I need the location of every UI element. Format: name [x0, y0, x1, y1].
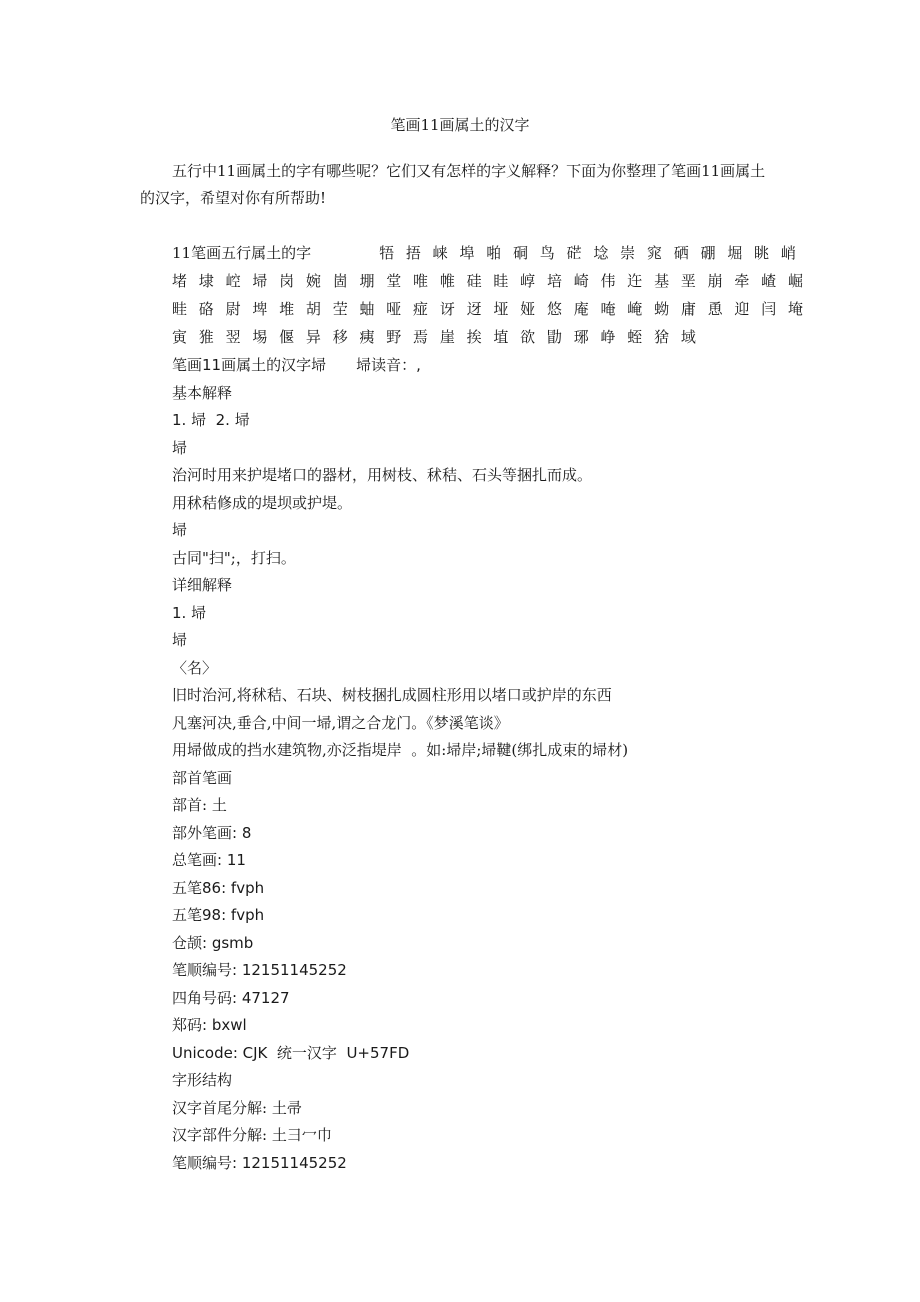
character-item: 硌 [198, 300, 214, 318]
character-item: 偃 [279, 328, 295, 346]
character-item: 茔 [332, 300, 348, 318]
character-item: 讶 [439, 300, 455, 318]
character-item: 基 [654, 272, 670, 290]
character-item: 娅 [520, 300, 536, 318]
character-item: 硐 [513, 244, 529, 262]
character-item: 唵 [600, 300, 616, 318]
text-line: 治河时用来护堤堵口的器材，用树枝、秫秸、石头等捆扎而成。 [172, 466, 593, 484]
character-item: 琊 [573, 328, 589, 346]
text-line: 郑码: bxwl [172, 1016, 247, 1034]
character-item: 垩 [680, 272, 696, 290]
character-list-lead: 11笔画五行属土的字 [172, 244, 312, 262]
character-item: 翌 [225, 328, 241, 346]
character-item: 哑 [386, 300, 402, 318]
character-item: 硒 [673, 244, 689, 262]
character-item: 寅 [172, 328, 188, 346]
character-item: 伟 [600, 272, 616, 290]
character-item: 域 [680, 328, 696, 346]
character-item: 岗 [279, 272, 295, 290]
character-item: 埠 [459, 244, 475, 262]
character-item: 闫 [761, 300, 777, 318]
character-item: 欲 [520, 328, 536, 346]
character-item: 崃 [432, 244, 448, 262]
character-item: 崦 [627, 300, 643, 318]
character-item: 堵 [172, 272, 188, 290]
text-line: 笔顺编号: 12151145252 [172, 1153, 347, 1172]
text-line: 〈名〉 [172, 658, 218, 677]
character-item: 蚴 [654, 300, 670, 318]
character-item: 鸟 [539, 244, 555, 262]
character-item: 堀 [727, 244, 743, 262]
text-line: 旧时治河,将秫秸、石块、树枝捆扎成圆柱形用以堵口或护岸的东西 [172, 686, 612, 704]
text-line: 汉字部件分解: 土彐冖巾 [172, 1126, 332, 1144]
text-line: 字形结构 [172, 1071, 233, 1089]
text-line: 埽 [172, 521, 188, 539]
character-item: 婉 [305, 272, 321, 290]
text-line: 五笔98: fvph [172, 906, 265, 924]
character-item: 捂 [405, 244, 421, 262]
character-item: 唯 [413, 272, 429, 290]
character-item: 野 [386, 328, 402, 346]
page-title: 笔画11画属土的汉字 [390, 116, 530, 134]
character-item: 畦 [172, 300, 188, 318]
text-line: 部外笔画: 8 [172, 823, 252, 842]
character-item: 牵 [734, 272, 750, 290]
character-item: 痖 [413, 300, 429, 318]
character-item: 庸 [680, 300, 696, 318]
character-item: 牾 [379, 244, 395, 262]
character-item: 峭 [780, 244, 796, 262]
character-item: 蛭 [627, 328, 643, 346]
character-item: 崛 [787, 272, 803, 290]
character-item: 堆 [279, 300, 295, 318]
character-item: 眭 [493, 272, 509, 290]
character-item: 挨 [466, 328, 482, 346]
text-line: 凡塞河决,垂合,中间一埽,谓之合龙门。《梦溪笔谈》 [172, 713, 509, 732]
text-line: 埽 [172, 631, 188, 649]
character-item: 移 [332, 328, 348, 346]
character-item: 崩 [707, 272, 723, 290]
character-item: 硅 [466, 272, 482, 290]
text-line: 基本解释 [172, 383, 233, 402]
character-item: 异 [305, 328, 321, 346]
character-item: 埴 [493, 328, 509, 346]
character-item: 峥 [600, 328, 616, 346]
character-item: 硭 [566, 244, 582, 262]
character-item: 痍 [359, 328, 375, 346]
intro-paragraph: 五行中11画属土的字有哪些呢？它们又有怎样的字义解释？下面为你整理了笔画11画属土的汉字，希望对你有所帮助! [140, 162, 766, 207]
character-item: 埯 [787, 300, 803, 318]
character-item: 堂 [386, 272, 402, 290]
text-line: 四角号码: 47127 [172, 988, 290, 1007]
text-line: 埽 [172, 438, 188, 457]
character-item: 眺 [754, 244, 770, 262]
text-line: Unicode: CJK 统一汉字 U+57FD [172, 1043, 410, 1062]
character-item: 崇 [620, 244, 636, 262]
text-line: 总笔画: 11 [172, 851, 246, 869]
character-item: 崞 [520, 272, 536, 290]
text-line: 汉字首尾分解: 土帚 [172, 1098, 302, 1117]
text-line: 用秫秸修成的堤坝或护堤。 [172, 493, 353, 512]
character-item: 啪 [486, 244, 502, 262]
text-line: 五笔86: fvph [172, 878, 265, 897]
text-line: 部首笔画 [172, 768, 233, 787]
character-item: 埤 [252, 300, 268, 318]
character-item: 崎 [573, 272, 589, 290]
character-list-paragraph [140, 239, 803, 351]
character-item: 硼 [700, 244, 716, 262]
character-item: 庵 [573, 300, 589, 318]
character-item: 猞 [654, 328, 670, 346]
character-item: 焉 [413, 328, 429, 346]
character-item: 埭 [198, 272, 214, 290]
character-item: 崆 [225, 272, 241, 290]
character-item: 崮 [332, 272, 348, 290]
text-line: 1. 埽 [172, 603, 207, 622]
character-item: 堋 [359, 272, 375, 290]
text-line: 用埽做成的挡水建筑物,亦泛指堤岸 。如:埽岸;埽鞬(绑扎成束的埽材) [172, 741, 629, 759]
character-item: 窕 [646, 244, 662, 262]
text-line: 笔画11画属土的汉字埽 埽读音：, [172, 356, 421, 374]
character-item: 猚 [198, 328, 214, 346]
character-item: 迕 [627, 272, 643, 290]
character-item: 迎 [734, 300, 750, 318]
character-item: 勖 [546, 328, 562, 346]
character-item: 崖 [439, 328, 455, 346]
character-item: 垭 [493, 300, 509, 318]
character-item: 埝 [593, 244, 609, 262]
text-line: 古同"扫";，打扫。 [172, 548, 296, 567]
text-line: 仓颉: gsmb [172, 933, 254, 952]
text-line: 笔顺编号: 12151145252 [172, 961, 347, 979]
text-line: 1. 埽 2. 埽 [172, 411, 250, 429]
detail-lines [172, 352, 772, 1177]
character-item: 埽 [252, 272, 268, 290]
character-item: 培 [546, 272, 562, 290]
character-item: 埸 [252, 328, 268, 346]
text-line: 详细解释 [172, 576, 233, 594]
character-item: 尉 [225, 300, 241, 318]
character-item: 帷 [439, 272, 455, 290]
character-item: 嵖 [761, 272, 777, 290]
character-item: 迓 [466, 300, 482, 318]
character-item: 蚰 [359, 300, 375, 318]
character-item: 悠 [546, 300, 562, 318]
text-line: 部首: 土 [172, 796, 227, 814]
character-item: 胡 [305, 300, 321, 318]
character-item: 恿 [707, 300, 723, 318]
